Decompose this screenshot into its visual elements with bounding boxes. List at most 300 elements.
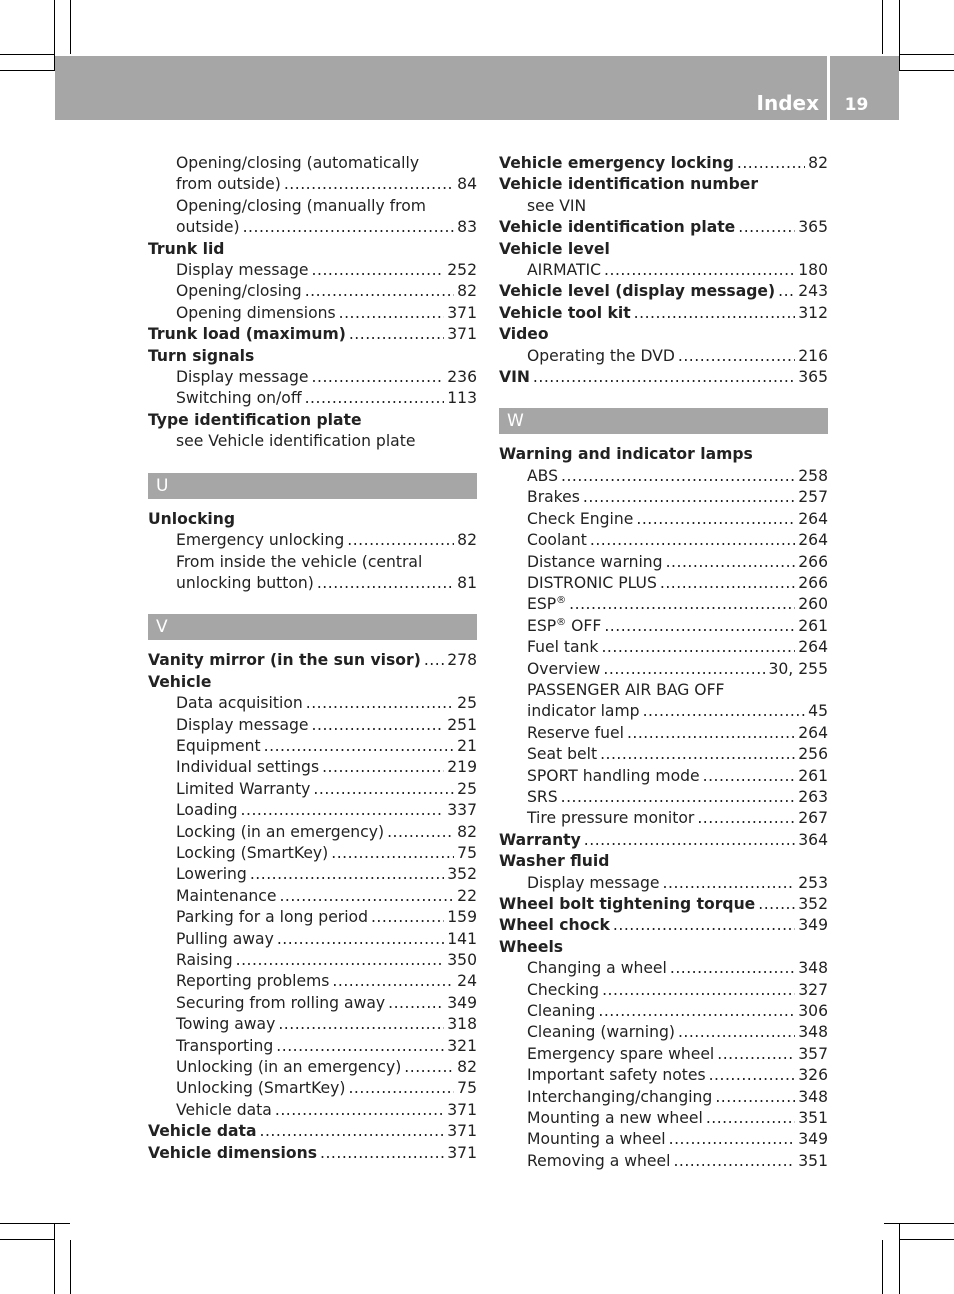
index-text: From inside the vehicle (central <box>176 552 423 571</box>
index-entry <box>499 873 828 894</box>
dot-leader <box>660 573 795 594</box>
entry-page-number: 371 <box>447 1122 477 1141</box>
entry-term <box>527 1129 666 1150</box>
entry-page-number: 350 <box>447 951 477 969</box>
entry-page-number: 348 <box>798 959 828 978</box>
entry-term-text: from outside) <box>176 175 281 194</box>
entry-term-text: indicator lamp <box>527 702 640 721</box>
index-entry <box>499 1001 828 1022</box>
entry-term-text: Wheel bolt tightening torque <box>499 895 756 913</box>
index-entry <box>499 260 828 281</box>
entry-term <box>499 894 755 915</box>
entry-term-text: Vehicle data <box>176 1100 272 1119</box>
index-text: Opening/closing (automatically <box>176 154 420 172</box>
entry-term <box>176 715 309 736</box>
entry-page-number: 348 <box>798 1087 828 1106</box>
entry-term <box>527 1022 675 1043</box>
entry-term <box>176 886 276 907</box>
entry-page-number: 364 <box>798 830 828 849</box>
entry-page-number: 141 <box>447 929 477 948</box>
entry-term-text: Individual settings <box>176 758 320 777</box>
index-entry <box>148 1036 477 1057</box>
index-entry <box>499 509 828 530</box>
entry-term <box>499 217 735 238</box>
index-heading: Warning and indicator lamps <box>499 445 753 464</box>
index-entry <box>148 1121 477 1142</box>
dot-leader <box>278 1014 444 1035</box>
entry-term-text: Vehicle tool kit <box>499 303 631 322</box>
index-entry <box>148 530 477 551</box>
entry-page-number: 159 <box>447 908 477 927</box>
crop-mark <box>900 54 954 55</box>
dot-leader <box>276 1036 444 1057</box>
index-heading: Vehicle <box>148 672 212 691</box>
entry-term <box>176 573 314 594</box>
index-entry <box>148 843 477 864</box>
entry-term-text: Mounting a wheel <box>527 1130 666 1149</box>
dot-leader <box>604 260 795 281</box>
dot-leader <box>275 1100 444 1121</box>
index-entry <box>148 757 477 778</box>
page-number-box <box>830 56 899 120</box>
entry-term-text: Vehicle level (display message) <box>499 282 776 301</box>
dot-leader <box>260 1121 445 1142</box>
dot-leader <box>241 800 445 821</box>
entry-page-number: 348 <box>798 1023 828 1042</box>
entry-term-text: Towing away <box>176 1015 276 1034</box>
dot-leader <box>339 303 445 324</box>
index-entry <box>499 616 828 637</box>
entry-term-text: Vanity mirror (in the sun visor) <box>148 651 421 670</box>
entry-term <box>527 637 598 658</box>
entry-term <box>527 573 657 594</box>
crop-mark <box>882 0 883 54</box>
entry-term-text: Emergency spare wheel <box>527 1044 715 1063</box>
dot-leader <box>697 808 795 829</box>
entry-term-text: Unlocking (in an emergency) <box>176 1058 402 1077</box>
index-entry <box>148 303 477 324</box>
dot-leader <box>313 779 454 800</box>
entry-term <box>527 701 640 722</box>
entry-page-number: 75 <box>457 843 477 862</box>
entry-term-text: Interchanging/changing <box>527 1087 713 1106</box>
entry-term <box>499 830 581 851</box>
index-entry <box>499 1108 828 1129</box>
dot-leader <box>717 1044 795 1065</box>
entry-term-text: Securing from rolling away <box>176 993 386 1012</box>
entry-term <box>527 1044 714 1065</box>
entry-term-text: Vehicle data <box>148 1122 257 1141</box>
index-entry <box>148 388 477 409</box>
index-entry <box>499 787 828 808</box>
entry-term <box>176 217 240 238</box>
entry-page-number: 326 <box>798 1066 828 1085</box>
entry-term-text: Seat belt <box>527 745 598 764</box>
crop-mark <box>882 1240 883 1294</box>
index-entry <box>499 1065 828 1086</box>
entry-term-text: Distance warning <box>527 552 663 571</box>
dot-leader <box>387 822 454 843</box>
index-text: PASSENGER AIR BAG OFF <box>527 680 725 699</box>
entry-page-number: 82 <box>457 822 477 841</box>
entry-page-number: 261 <box>798 766 828 785</box>
index-heading: Washer fluid <box>499 852 610 871</box>
dot-leader <box>349 324 444 345</box>
entry-term-text: Parking for a long period <box>176 908 368 927</box>
entry-term <box>527 873 660 894</box>
entry-term-text: Display message <box>527 873 660 892</box>
crop-mark <box>0 1239 54 1240</box>
dot-leader <box>561 787 796 808</box>
index-entry <box>148 971 477 992</box>
dot-leader <box>312 367 445 388</box>
section-header: U <box>148 473 477 499</box>
entry-page-number: 352 <box>447 865 477 884</box>
index-entry <box>499 637 828 658</box>
entry-page-number: 264 <box>798 509 828 528</box>
crop-mark <box>0 54 54 55</box>
entry-term-text: Tire pressure monitor <box>527 809 695 828</box>
entry-term <box>527 1151 670 1172</box>
entry-page-number: 82 <box>808 154 828 172</box>
entry-term-text: Vehicle dimensions <box>148 1143 317 1162</box>
entry-page-number: 83 <box>457 218 477 237</box>
entry-page-number: 351 <box>798 1151 828 1170</box>
index-entry <box>499 915 828 936</box>
entry-term <box>176 367 309 388</box>
entry-page-number: 30, 255 <box>768 659 828 678</box>
entry-term <box>499 153 734 174</box>
index-text: Opening/closing (manually from <box>176 196 426 215</box>
entry-term-text: Removing a wheel <box>527 1151 671 1170</box>
dot-leader <box>569 594 795 615</box>
dot-leader <box>305 388 445 409</box>
entry-page-number: 352 <box>798 895 828 913</box>
index-entry <box>499 830 828 851</box>
entry-term-text: unlocking button) <box>176 573 314 592</box>
entry-term-text: Operating the DVD <box>527 346 675 365</box>
entry-term-text: VIN <box>499 368 530 387</box>
entry-term-text: Warranty <box>499 830 581 849</box>
entry-page-number: 251 <box>447 715 477 734</box>
dot-leader <box>778 281 795 302</box>
entry-term-text: Display message <box>176 368 309 387</box>
entry-term <box>527 787 558 808</box>
dot-leader <box>715 1087 795 1108</box>
entry-page-number: 318 <box>447 1015 477 1034</box>
entry-page-number: 84 <box>457 175 477 194</box>
entry-term <box>176 530 344 551</box>
entry-page-number: 24 <box>457 972 477 991</box>
entry-term-text: Maintenance <box>176 886 277 905</box>
dot-leader <box>663 873 796 894</box>
entry-page-number: 365 <box>798 368 828 387</box>
index-entry <box>148 260 477 281</box>
entry-term-text: Reporting problems <box>176 972 330 991</box>
index-entry <box>148 281 477 302</box>
index-entry <box>499 766 828 787</box>
entry-term-text: Limited Warranty <box>176 779 311 798</box>
index-text: see VIN <box>527 196 587 215</box>
index-entry <box>148 779 477 800</box>
entry-term <box>176 971 329 992</box>
index-entry <box>148 800 477 821</box>
entry-term-text: Trunk load (maximum) <box>148 325 346 344</box>
dot-leader <box>636 509 795 530</box>
entry-term-text: Fuel tank <box>527 638 599 657</box>
index-heading: Type identification plate <box>148 410 362 429</box>
index-heading: Vehicle identification number <box>499 175 759 194</box>
entry-term <box>176 822 384 843</box>
entry-page-number: 45 <box>808 702 828 721</box>
entry-page-number: 264 <box>798 638 828 657</box>
index-entry <box>499 594 828 615</box>
entry-page-number: 257 <box>798 488 828 507</box>
index-entry <box>499 552 828 573</box>
index-entry <box>148 907 477 928</box>
entry-term-text: Loading <box>176 801 238 820</box>
dot-leader <box>666 552 796 573</box>
dot-leader <box>669 1129 796 1150</box>
crop-mark <box>884 1223 954 1224</box>
dot-leader <box>347 530 454 551</box>
entry-page-number: 337 <box>447 801 477 820</box>
entry-page-number: 22 <box>457 886 477 905</box>
entry-page-number: 256 <box>798 745 828 764</box>
entry-term <box>176 1014 275 1035</box>
index-entry <box>148 864 477 885</box>
dot-leader <box>758 894 795 915</box>
index-entry <box>148 736 477 757</box>
dot-leader <box>306 693 454 714</box>
entry-term-text: Unlocking (SmartKey) <box>176 1079 346 1098</box>
index-entry <box>148 1078 477 1099</box>
index-entry <box>499 487 828 508</box>
index-entry <box>499 303 828 324</box>
entry-term <box>176 993 385 1014</box>
entry-term-text: Display message <box>176 261 309 280</box>
index-entry <box>499 1151 828 1172</box>
entry-term-text: Brakes <box>527 488 580 507</box>
entry-term <box>499 303 631 324</box>
index-entry <box>499 1129 828 1150</box>
dot-leader <box>602 980 795 1001</box>
index-heading: Wheels <box>499 937 564 956</box>
entry-term <box>176 950 233 971</box>
entry-page-number: 113 <box>447 389 477 408</box>
entry-page-number: 278 <box>447 651 477 670</box>
index-entry <box>148 217 477 238</box>
entry-page-number: 252 <box>447 261 477 280</box>
registered-mark: ® <box>556 595 567 607</box>
index-entry <box>499 573 828 594</box>
dot-leader <box>673 1151 795 1172</box>
dot-leader <box>583 487 795 508</box>
entry-term-text: DISTRONIC PLUS <box>527 573 657 592</box>
index-entry <box>499 894 828 915</box>
index-entry <box>148 1143 477 1164</box>
entry-page-number: 264 <box>798 723 828 742</box>
index-entry <box>499 723 828 744</box>
dot-leader <box>332 971 454 992</box>
entry-page-number: 327 <box>798 980 828 999</box>
entry-term <box>527 958 667 979</box>
entry-page-number: 75 <box>457 1079 477 1098</box>
entry-term <box>527 744 597 765</box>
entry-term <box>176 1078 345 1099</box>
entry-term <box>527 509 633 530</box>
entry-term <box>176 693 303 714</box>
entry-term-text: Lowering <box>176 865 247 884</box>
entry-page-number: 25 <box>457 779 477 798</box>
dot-leader <box>561 466 795 487</box>
index-heading: Vehicle level <box>499 239 610 258</box>
index-entry <box>148 1057 477 1078</box>
dot-leader <box>250 864 444 885</box>
dot-leader <box>737 153 805 174</box>
dot-leader <box>678 346 795 367</box>
registered-mark: ® <box>556 616 567 628</box>
index-entry <box>499 217 828 238</box>
index-entry <box>499 958 828 979</box>
index-heading: Trunk lid <box>148 239 225 258</box>
index-entry <box>148 950 477 971</box>
dot-leader <box>236 950 445 971</box>
entry-term-text: Important safety notes <box>527 1066 706 1085</box>
dot-leader <box>603 659 765 680</box>
index-entry <box>148 993 477 1014</box>
entry-term <box>176 281 302 302</box>
dot-leader <box>613 915 795 936</box>
dot-leader <box>533 367 795 388</box>
dot-leader <box>670 958 795 979</box>
entry-page-number: 180 <box>798 261 828 280</box>
index-heading: Video <box>499 325 549 344</box>
entry-term-suffix: OFF <box>566 616 602 635</box>
dot-leader <box>709 1065 796 1086</box>
dot-leader <box>600 744 795 765</box>
entry-term-text: Locking (SmartKey) <box>176 843 329 862</box>
dot-leader <box>388 993 444 1014</box>
entry-term-text: Raising <box>176 951 233 969</box>
crop-mark <box>899 0 900 70</box>
index-entry <box>499 153 828 174</box>
dot-leader <box>305 281 454 302</box>
index-entry <box>148 650 477 671</box>
dot-leader <box>312 715 445 736</box>
index-entry <box>148 886 477 907</box>
entry-term-text: ABS <box>527 466 558 485</box>
entry-term-text: Pulling away <box>176 929 274 948</box>
dot-leader <box>279 886 454 907</box>
entry-term <box>527 723 624 744</box>
entry-page-number: 261 <box>798 616 828 635</box>
entry-term-text: SRS <box>527 787 558 806</box>
dot-leader <box>584 830 795 851</box>
entry-term-text: Equipment <box>176 736 261 755</box>
entry-term-text: Display message <box>176 715 309 734</box>
entry-term <box>176 929 274 950</box>
entry-term <box>527 530 587 551</box>
entry-page-number: 351 <box>798 1109 828 1128</box>
entry-term <box>176 800 238 821</box>
entry-term-text: Changing a wheel <box>527 959 667 978</box>
index-entry <box>148 822 477 843</box>
index-entry <box>148 693 477 714</box>
dot-leader <box>264 736 455 757</box>
dot-leader <box>312 260 445 281</box>
entry-page-number: 371 <box>447 1100 477 1119</box>
dot-leader <box>284 174 454 195</box>
entry-page-number: 216 <box>798 346 828 365</box>
entry-term <box>527 466 558 487</box>
dot-leader <box>277 929 444 950</box>
entry-page-number: 81 <box>457 573 477 592</box>
entry-term-text: Switching on/off <box>176 389 302 408</box>
dot-leader <box>404 1057 454 1078</box>
entry-term <box>499 281 775 302</box>
dot-leader <box>738 217 795 238</box>
dot-leader <box>243 217 455 238</box>
index-text: see Vehicle identification plate <box>176 432 416 451</box>
dot-leader <box>317 573 454 594</box>
entry-term <box>527 594 566 615</box>
entry-page-number: 349 <box>798 916 828 935</box>
crop-mark <box>54 1224 55 1294</box>
crop-mark <box>70 1240 71 1294</box>
entry-term <box>499 367 530 388</box>
dot-leader <box>627 723 795 744</box>
entry-term-text: outside) <box>176 218 240 237</box>
entry-page-number: 266 <box>798 573 828 592</box>
entry-page-number: 263 <box>798 787 828 806</box>
entry-term-text: Locking (in an emergency) <box>176 822 385 841</box>
entry-page-number: 258 <box>798 466 828 485</box>
entry-term <box>176 1100 272 1121</box>
entry-term <box>527 808 694 829</box>
entry-term <box>527 659 600 680</box>
entry-term-text: Reserve fuel <box>527 723 624 742</box>
page-number: 19 <box>844 95 869 115</box>
entry-page-number: 349 <box>447 993 477 1012</box>
index-entry <box>148 1100 477 1121</box>
entry-term <box>527 616 601 637</box>
entry-page-number: 260 <box>798 595 828 614</box>
entry-page-number: 306 <box>798 1002 828 1021</box>
crop-mark <box>900 1239 954 1240</box>
entry-term-text: Wheel chock <box>499 916 610 935</box>
dot-leader <box>604 616 795 637</box>
entry-page-number: 321 <box>447 1036 477 1055</box>
header-bar <box>55 56 827 120</box>
entry-term <box>527 1087 712 1108</box>
entry-term <box>527 1108 703 1129</box>
dot-leader <box>331 843 454 864</box>
index-entry <box>499 530 828 551</box>
index-entry <box>148 324 477 345</box>
entry-term-text: Coolant <box>527 531 587 550</box>
index-entry <box>148 174 477 195</box>
index-entry <box>148 573 477 594</box>
dot-leader <box>601 637 795 658</box>
index-entry <box>499 659 828 680</box>
index-entry <box>499 346 828 367</box>
index-entry <box>499 1044 828 1065</box>
entry-page-number: 312 <box>798 303 828 322</box>
dot-leader <box>371 907 444 928</box>
entry-term-text: Data acquisition <box>176 694 303 713</box>
entry-term-text: ESP <box>527 595 557 614</box>
